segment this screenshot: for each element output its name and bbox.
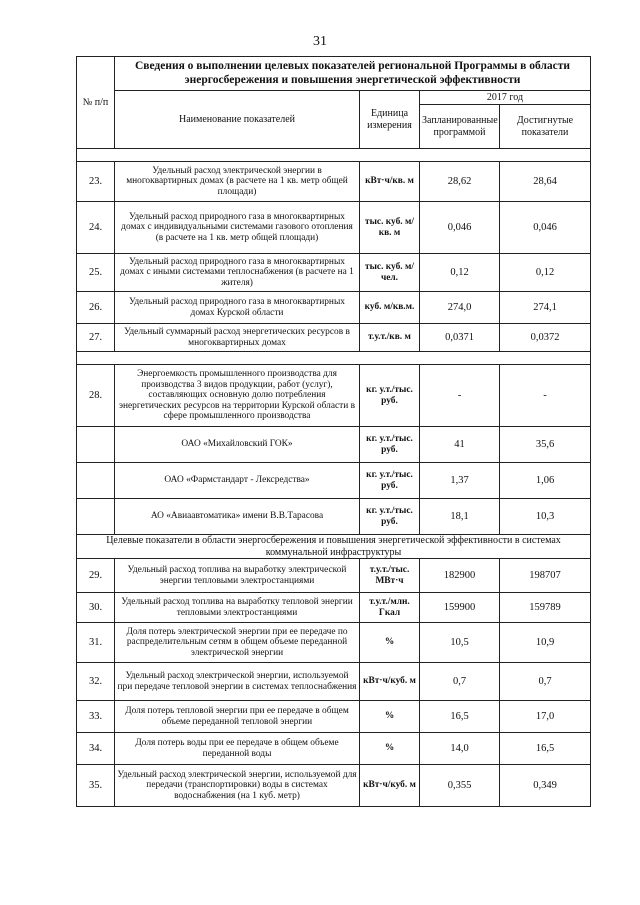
achieved-value: 0,12	[500, 254, 591, 292]
row-number: 34.	[77, 733, 115, 765]
enterprise-name: ОАО «Михайловский ГОК»	[115, 427, 360, 463]
indicator-unit: %	[360, 701, 420, 733]
indicator-unit: кВт·ч/куб. м	[360, 663, 420, 701]
row-number: 30.	[77, 593, 115, 623]
indicator-unit: т.у.т./кв. м	[360, 324, 420, 352]
num-column-header: № п/п	[77, 57, 115, 149]
row-number: 28.	[77, 365, 115, 427]
indicator-name: Доля потерь электрической энергии при ее передаче по распределительным сетям в общем объеме переданной электрической энергии	[115, 623, 360, 663]
indicator-name: Энергоемкость промышленного производства для производства 3 видов продукции, работ (услуг), составляющих основную долю потребления энергетических ресурсов на территории Курской области в сфере промышленного производства	[115, 365, 360, 427]
indicator-name: Удельный расход природного газа в многоквартирных домах с иными системами теплоснабжения (в расчете на 1 жителя)	[115, 254, 360, 292]
planned-value: 1,37	[420, 463, 500, 499]
enterprise-row	[77, 427, 591, 463]
achieved-value: 16,5	[500, 733, 591, 765]
achieved-value: 17,0	[500, 701, 591, 733]
table-row	[77, 162, 591, 202]
indicator-unit: кг. у.т./тыс. руб.	[360, 365, 420, 427]
planned-value: 18,1	[420, 499, 500, 535]
achieved-value: 28,64	[500, 162, 591, 202]
indicator-name: Удельный расход природного газа в многоквартирных домах с индивидуальными системами газового отопления (в расчете на 1 кв. метр общей площади)	[115, 202, 360, 254]
section-title: Целевые показатели в области энергосбережения и повышения энергетической эффективности в системах коммунальной инфраструктуры	[77, 535, 591, 559]
row-number: 23.	[77, 162, 115, 202]
indicator-unit: кг. у.т./тыс. руб.	[360, 499, 420, 535]
achieved-value: 0,046	[500, 202, 591, 254]
indicator-unit: кВт·ч/кв. м	[360, 162, 420, 202]
achieved-value: 159789	[500, 593, 591, 623]
spacer-row	[77, 352, 591, 365]
achieved-value: 1,06	[500, 463, 591, 499]
indicator-name: Удельный расход топлива на выработку тепловой энергии тепловыми электростанциями	[115, 593, 360, 623]
planned-value: 274,0	[420, 292, 500, 324]
achieved-value: -	[500, 365, 591, 427]
planned-value: 182900	[420, 559, 500, 593]
unit-column-header: Единица измерения	[360, 91, 420, 149]
achieved-value: 274,1	[500, 292, 591, 324]
achieved-value: 10,3	[500, 499, 591, 535]
indicator-name: Удельный расход электрической энергии, используемой для передачи (транспортировки) воды в системах водоснабжения (на 1 куб. метр)	[115, 765, 360, 807]
indicator-name: Удельный суммарный расход энергетических ресурсов в многоквартирных домах	[115, 324, 360, 352]
planned-column-header: Запланированные программой	[420, 105, 500, 149]
table-row	[77, 202, 591, 254]
achieved-column-header: Достигнутые показатели	[500, 105, 591, 149]
spacer-row	[77, 149, 591, 162]
planned-value: 41	[420, 427, 500, 463]
indicator-unit: %	[360, 623, 420, 663]
planned-value: 0,12	[420, 254, 500, 292]
indicator-unit: т.у.т./тыс. МВт·ч	[360, 559, 420, 593]
indicator-unit: %	[360, 733, 420, 765]
table-row	[77, 593, 591, 623]
table-row	[77, 254, 591, 292]
achieved-value: 10,9	[500, 623, 591, 663]
table-caption-row	[77, 57, 591, 91]
indicator-unit: кг. у.т./тыс. руб.	[360, 463, 420, 499]
indicator-unit: куб. м/кв.м.	[360, 292, 420, 324]
table-row	[77, 765, 591, 807]
enterprise-row	[77, 463, 591, 499]
indicator-name: Доля потерь тепловой энергии при ее передаче в общем объеме переданной тепловой энергии	[115, 701, 360, 733]
name-column-header: Наименование показателей	[115, 91, 360, 149]
achieved-value: 35,6	[500, 427, 591, 463]
indicator-unit: тыс. куб. м/чел.	[360, 254, 420, 292]
planned-value: 10,5	[420, 623, 500, 663]
indicator-unit: т.у.т./млн. Гкал	[360, 593, 420, 623]
planned-value: 0,355	[420, 765, 500, 807]
indicator-name: Доля потерь воды при ее передаче в общем объеме переданной воды	[115, 733, 360, 765]
planned-value: -	[420, 365, 500, 427]
planned-value: 0,0371	[420, 324, 500, 352]
row-number: 26.	[77, 292, 115, 324]
achieved-value: 0,0372	[500, 324, 591, 352]
planned-value: 0,7	[420, 663, 500, 701]
enterprise-name: АО «Авиаавтоматика» имени В.В.Тарасова	[115, 499, 360, 535]
section-row	[77, 535, 591, 559]
row-number: 25.	[77, 254, 115, 292]
enterprise-row	[77, 499, 591, 535]
indicator-name: Удельный расход природного газа в многоквартирных домах Курской области	[115, 292, 360, 324]
planned-value: 159900	[420, 593, 500, 623]
indicator-name: Удельный расход топлива на выработку электрической энергии тепловыми электростанциями	[115, 559, 360, 593]
indicator-unit: кг. у.т./тыс. руб.	[360, 427, 420, 463]
row-number: 35.	[77, 765, 115, 807]
enterprise-name: ОАО «Фармстандарт - Лексредства»	[115, 463, 360, 499]
table-row	[77, 292, 591, 324]
row-number: 29.	[77, 559, 115, 593]
table-row	[77, 733, 591, 765]
table-caption: Сведения о выполнении целевых показателей региональной Программы в области энергосбережения и повышения энергетической эффективности	[115, 57, 591, 91]
planned-value: 16,5	[420, 701, 500, 733]
table-row	[77, 324, 591, 352]
achieved-value: 0,349	[500, 765, 591, 807]
row-number: 27.	[77, 324, 115, 352]
planned-value: 0,046	[420, 202, 500, 254]
table-row	[77, 623, 591, 663]
table-row	[77, 365, 591, 427]
row-number: 24.	[77, 202, 115, 254]
planned-value: 14,0	[420, 733, 500, 765]
table-row	[77, 663, 591, 701]
row-number: 33.	[77, 701, 115, 733]
year-header: 2017 год	[420, 91, 591, 105]
planned-value: 28,62	[420, 162, 500, 202]
indicator-unit: тыс. куб. м/кв. м	[360, 202, 420, 254]
header-row	[77, 91, 591, 105]
achieved-value: 0,7	[500, 663, 591, 701]
table-row	[77, 701, 591, 733]
table-row	[77, 559, 591, 593]
achieved-value: 198707	[500, 559, 591, 593]
page-number: 31	[313, 34, 327, 49]
row-number: 31.	[77, 623, 115, 663]
indicators-table	[76, 56, 591, 807]
indicator-name: Удельный расход электрической энергии в многоквартирных домах (в расчете на 1 кв. метр общей площади)	[115, 162, 360, 202]
indicator-unit: кВт·ч/куб. м	[360, 765, 420, 807]
indicator-name: Удельный расход электрической энергии, используемой при передаче тепловой энергии в системах теплоснабжения	[115, 663, 360, 701]
row-number: 32.	[77, 663, 115, 701]
